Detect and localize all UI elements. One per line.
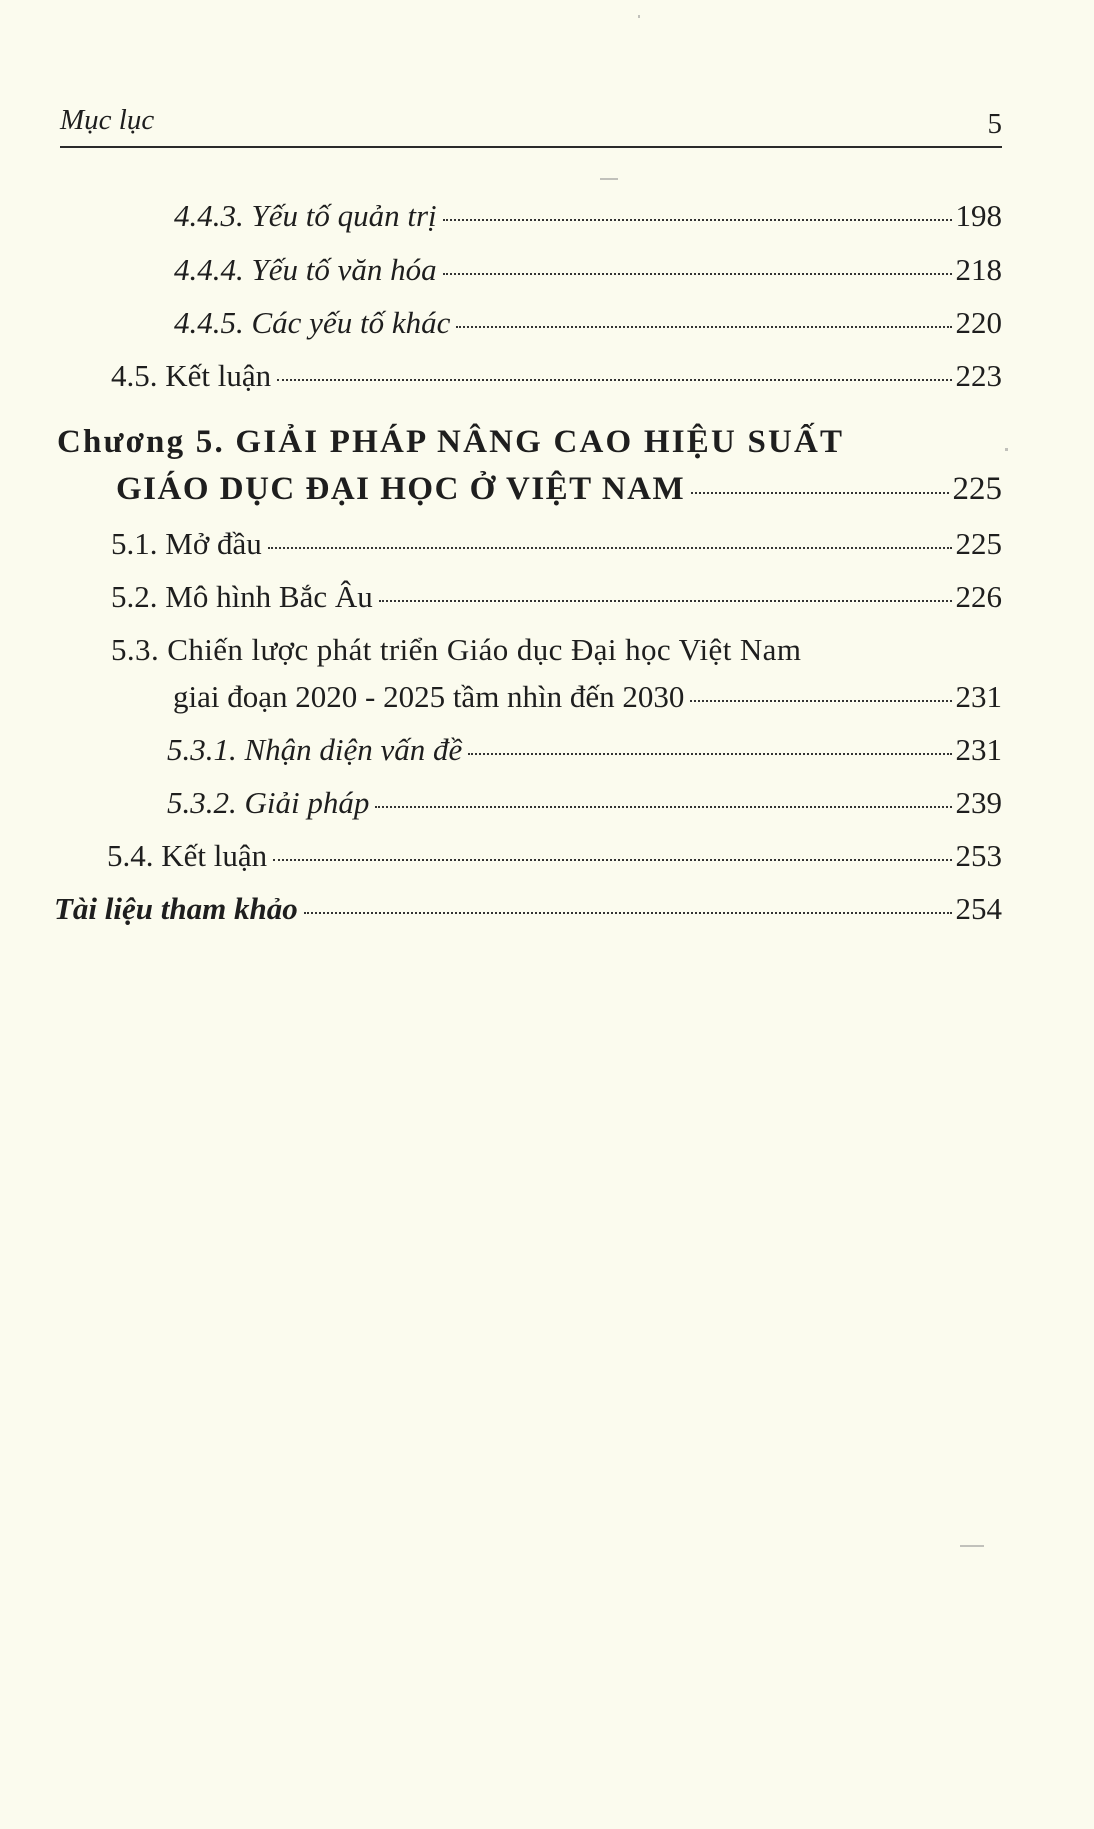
toc-entry-5-3-2[interactable]: [167, 785, 1002, 821]
toc-entry-page: 225: [952, 471, 1002, 507]
toc-entry-label: 4.5. Kết luận: [111, 358, 272, 393]
chapter-5-title-line-1[interactable]: Chương 5. GIẢI PHÁP NÂNG CAO HIỆU SUẤT: [57, 424, 845, 460]
leader-dots: [268, 547, 952, 549]
toc-entry-chapter-5[interactable]: [116, 471, 1002, 507]
chapter-5-title-line-2: GIÁO DỤC ĐẠI HỌC Ở VIỆT NAM: [116, 471, 686, 507]
toc-entry-label: 4.4.3. Yếu tố quản trị: [174, 198, 437, 233]
leader-dots: [375, 806, 951, 808]
section-5-3-title-line-1[interactable]: 5.3. Chiến lược phát triển Giáo dục Đại học Việt Nam: [111, 632, 802, 667]
toc-entry-page: 253: [955, 838, 1002, 873]
toc-entry-page: 239: [955, 785, 1002, 820]
leader-dots: [443, 219, 952, 221]
toc-entry-references[interactable]: [54, 891, 1002, 927]
header-section-title: Mục lục: [60, 104, 155, 136]
toc-entry-4-4-5[interactable]: [174, 305, 1002, 341]
toc-entry-page: 223: [955, 358, 1002, 393]
toc-entry-page: 218: [955, 252, 1002, 287]
toc-entry-4-4-4[interactable]: [174, 252, 1002, 288]
leader-dots: [379, 600, 952, 602]
paper-speck: [638, 15, 640, 18]
toc-entry-label: 5.2. Mô hình Bắc Âu: [111, 579, 373, 614]
leader-dots: [691, 492, 948, 494]
references-label: Tài liệu tham khảo: [54, 891, 298, 926]
toc-entry-page: 226: [955, 579, 1002, 614]
toc-entry-page: 225: [955, 526, 1002, 561]
toc-entry-label: 5.1. Mở đầu: [111, 526, 262, 561]
paper-speck: [960, 1545, 984, 1547]
paper-speck: [600, 178, 618, 180]
toc-entry-label: 4.4.4. Yếu tố văn hóa: [174, 252, 437, 287]
leader-dots: [468, 753, 951, 755]
page-header: [60, 100, 1002, 148]
toc-entry-page: 231: [955, 732, 1002, 767]
toc-entry-page: 254: [955, 891, 1002, 926]
leader-dots: [443, 273, 952, 275]
toc-entry-page: 231: [955, 679, 1002, 714]
toc-entry-label: 4.4.5. Các yếu tố khác: [174, 305, 451, 340]
toc-entry-5-3[interactable]: [173, 679, 1002, 715]
leader-dots: [690, 700, 951, 702]
toc-entry-label: 5.3.1. Nhận diện vấn đề: [167, 732, 463, 767]
toc-entry-5-4[interactable]: [107, 838, 1002, 874]
toc-entry-4-4-3[interactable]: [174, 198, 1002, 234]
toc-entry-4-5[interactable]: [111, 358, 1002, 394]
toc-entry-page: 198: [955, 198, 1002, 233]
leader-dots: [277, 379, 951, 381]
section-5-3-title-line-2: giai đoạn 2020 - 2025 tầm nhìn đến 2030: [173, 679, 685, 714]
toc-entry-5-2[interactable]: [111, 579, 1002, 615]
toc-entry-page: 220: [955, 305, 1002, 340]
leader-dots: [273, 859, 951, 861]
leader-dots: [304, 912, 952, 914]
header-page-number: 5: [987, 108, 1002, 140]
toc-entry-label: 5.3.2. Giải pháp: [167, 785, 370, 820]
paper-speck: [1005, 448, 1008, 451]
leader-dots: [456, 326, 951, 328]
toc-entry-5-3-1[interactable]: [167, 732, 1002, 768]
toc-entry-5-1[interactable]: [111, 526, 1002, 562]
toc-entry-label: 5.4. Kết luận: [107, 838, 268, 873]
